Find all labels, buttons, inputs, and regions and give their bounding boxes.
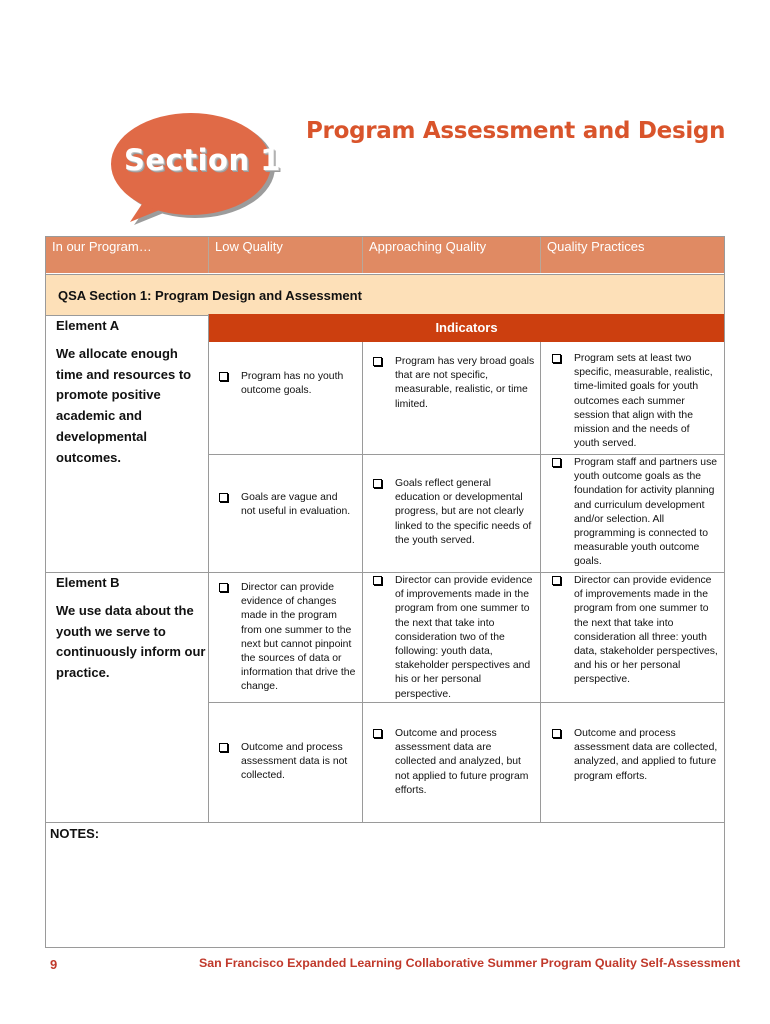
header-cell-approaching: [363, 236, 541, 273]
a1-quality-text: Program sets at least two specific, measurable, realistic, time-limited goals for youth outcomes each summer session that align with the mission and the needs of youth served.: [574, 353, 713, 450]
b2-quality-text: Outcome and process assessment data are collected, analyzed, and applied to future program efforts.: [574, 728, 718, 782]
checkbox-icon: [373, 357, 382, 366]
footer-title: San Francisco Expanded Learning Collaborative Summer Program Quality Self-Assessment: [199, 956, 741, 970]
checkbox-icon: [373, 729, 382, 738]
page-title: Program Assessment and Design: [306, 118, 726, 144]
a2-quality-text: Program staff and partners use youth outcome goals as the foundation for activity planning and curriculum development and/or selection. All programming is connected to measurable youth outcome goals.: [574, 457, 718, 568]
table-border-right: [724, 236, 725, 948]
table-border-top: [45, 236, 725, 237]
row-divider-b: [209, 702, 725, 703]
table-border-left: [45, 236, 46, 948]
element-a-label: Element A: [56, 318, 120, 333]
b2-approaching-text: Outcome and process assessment data are collected and analyzed, but not applied to future program efforts.: [395, 728, 529, 796]
section-band: [46, 274, 724, 316]
col-divider-1: [208, 314, 209, 822]
element-b-label: Element B: [56, 575, 120, 590]
col-divider-2: [362, 342, 363, 822]
checkbox-icon: [552, 354, 561, 363]
checkbox-icon: [552, 458, 561, 467]
b1-approaching-text: Director can provide evidence of improvements made in the program from one summer to the next that take into consideration two of the following: youth data, stakeholder perspectives and his or her personal perspective.: [395, 575, 533, 700]
indicators-bar: Indicators: [209, 314, 724, 342]
a1-approaching-text: Program has very broad goals that are not specific, measurable, realistic, or time limited.: [395, 356, 535, 410]
element-b-statement: We use data about the youth we serve to continuously inform our practice.: [56, 603, 206, 681]
row-divider-element-b: [45, 572, 725, 573]
row-divider-notes: [45, 822, 725, 823]
table-border-bottom: [45, 947, 725, 948]
section-badge-text: Section 1: [124, 143, 281, 177]
b1-low-text: Director can provide evidence of changes made in the program from one summer to the next but cannot pinpoint the sources of data or information that drive the change.: [241, 582, 356, 693]
header-low-quality: Low Quality: [215, 239, 283, 254]
b1-quality-text: Director can provide evidence of improvements made in the program from one summer to the next that take into consideration all three: youth data, stakeholder perspectives, and his or her personal perspective.: [574, 575, 718, 686]
checkbox-icon: [552, 576, 561, 585]
header-approaching-quality: Approaching Quality: [369, 239, 487, 254]
row-divider-a: [209, 454, 725, 455]
checkbox-icon: [219, 743, 228, 752]
header-cell-program: [46, 236, 209, 273]
checkbox-icon: [219, 372, 228, 381]
checkbox-icon: [219, 583, 228, 592]
checkbox-icon: [552, 729, 561, 738]
checkbox-icon: [373, 576, 382, 585]
a2-approaching-text: Goals reflect general education or developmental progress, but are not clearly linked to the specific needs of the youth served.: [395, 478, 532, 546]
checkbox-icon: [373, 479, 382, 488]
header-quality-practices: Quality Practices: [547, 239, 645, 254]
header-cell-low: [209, 236, 363, 273]
element-a-statement: We allocate enough time and resources to promote positive academic and developmental outcomes.: [56, 346, 192, 465]
col-divider-3: [540, 342, 541, 822]
header-program: In our Program…: [52, 239, 152, 254]
page-number: 9: [50, 957, 58, 972]
a1-low-text: Program has no youth outcome goals.: [241, 371, 344, 397]
notes-label: NOTES:: [50, 826, 100, 841]
section-label: QSA Section 1: Program Design and Assessment: [58, 288, 362, 303]
checkbox-icon: [219, 493, 228, 502]
b2-low-text: Outcome and process assessment data is not collected.: [241, 742, 348, 782]
header-cell-quality: [541, 236, 724, 273]
a2-low-text: Goals are vague and not useful in evaluation.: [241, 492, 351, 518]
